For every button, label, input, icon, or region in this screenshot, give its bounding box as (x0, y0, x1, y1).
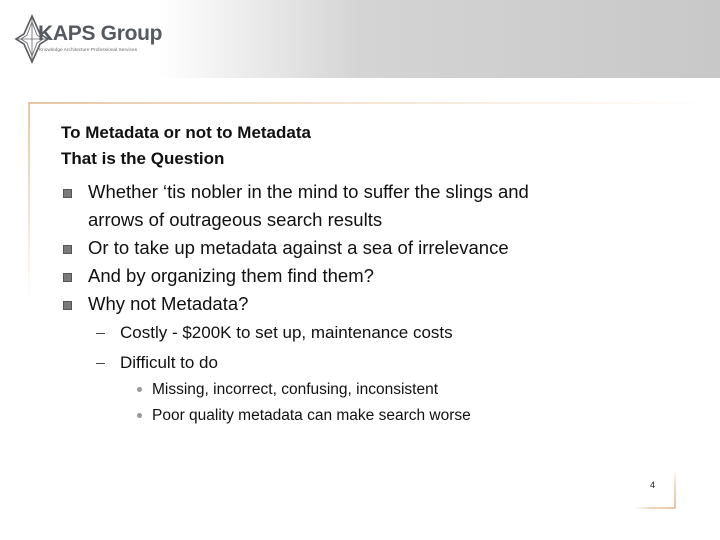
frame-line-left (28, 102, 30, 302)
square-bullet-icon (63, 301, 72, 310)
sub-bullet-item (62, 319, 682, 347)
slide-title-line-1: To Metadata or not to Metadata (61, 123, 311, 142)
page-number: 4 (650, 480, 656, 490)
sub-bullet-item (62, 349, 682, 377)
dash-bullet-icon (96, 333, 105, 334)
bullet-item (62, 233, 682, 261)
sub-bullet-text: Costly - $200K to set up, maintenance costs (120, 323, 453, 342)
dot-bullet-icon (137, 413, 142, 418)
bullet-text: Or to take up metadata against a sea of irrelevance (88, 237, 509, 258)
square-bullet-icon (63, 189, 72, 198)
square-bullet-icon (63, 245, 72, 254)
sub-bullet-text: Difficult to do (120, 353, 218, 372)
logo-name: KAPS Group (38, 22, 163, 45)
dot-bullet-icon (137, 387, 142, 392)
bullet-text-line-1: Whether ‘tis nobler in the mind to suffer the slings and (88, 181, 529, 202)
bullet-item (62, 289, 682, 317)
kaps-group-logo (6, 10, 166, 68)
slide-title-line-2: That is the Question (61, 149, 225, 168)
bullet-item (62, 177, 682, 233)
sub-sub-bullet-text: Poor quality metadata can make search worse (152, 407, 471, 424)
bullet-text: And by organizing them find them? (88, 265, 374, 286)
logo-tagline: Knowledge Architecture Professional Services (39, 47, 138, 52)
slide-content (62, 177, 682, 429)
bullet-text: Why not Metadata? (88, 293, 249, 314)
square-bullet-icon (63, 273, 72, 282)
bullet-item (62, 261, 682, 289)
sub-sub-bullet-item (62, 377, 682, 403)
frame-line-top (28, 102, 720, 104)
dash-bullet-icon (96, 363, 105, 364)
corner-line-vertical (674, 470, 676, 509)
corner-line-horizontal (634, 507, 676, 509)
bullet-text-line-2: arrows of outrageous search results (88, 209, 383, 230)
slide-title (61, 120, 311, 172)
sub-sub-bullet-text: Missing, incorrect, confusing, inconsistent (152, 381, 439, 398)
sub-sub-bullet-item (62, 403, 682, 429)
